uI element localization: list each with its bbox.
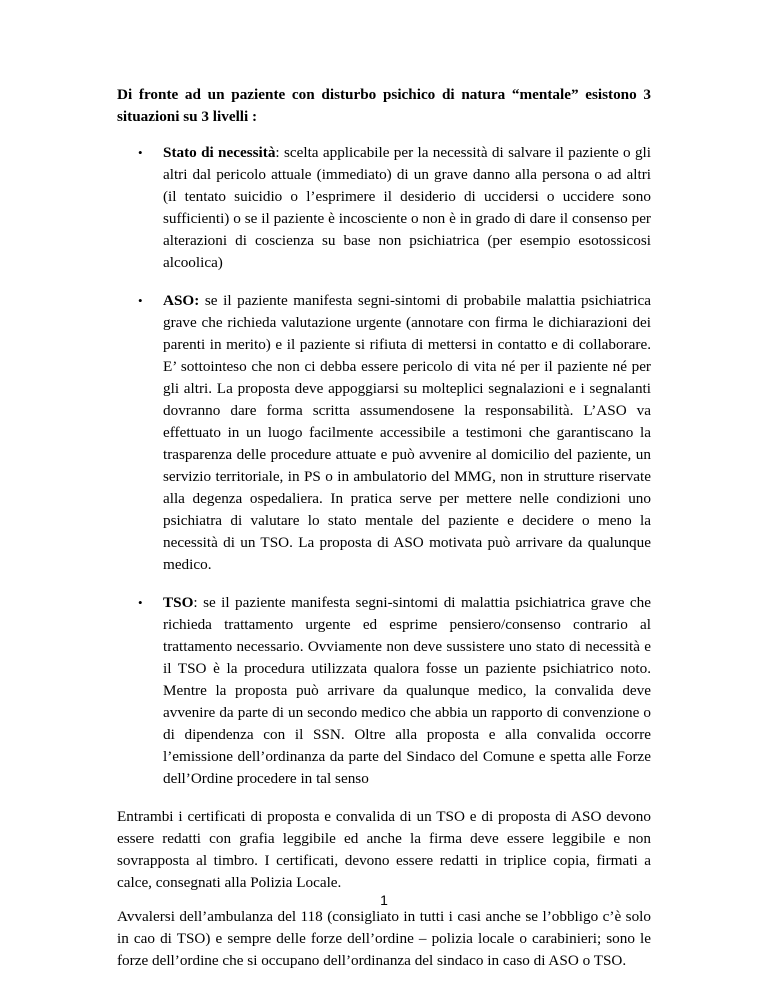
intro-heading: Di fronte ad un paziente con disturbo psichico di natura “mentale” esistono 3 situazioni su 3 livelli : xyxy=(117,86,651,125)
term-separator: : xyxy=(193,594,198,611)
list-item-aso xyxy=(117,290,651,576)
list-item-tso xyxy=(117,592,651,790)
page-number: 1 xyxy=(380,892,388,908)
item-text: se il paziente manifesta segni-sintomi di malattia psichiatrica grave che richieda trattamento urgente ed esprime pensiero/consenso contrario al trattamento necessario. Ovviamente non deve sussistere uno stato di necessità e il TSO è la procedura utilizzata qualora fosse un paziente psichiatrico noto. Mentre la proposta può arrivare da qualunque medico, la convalida deve avvenire da parte di un secondo medico che abbia un rapporto di convenzione o di dipendenza con il SSN. Oltre alla proposta e alla convalida occorre l’emissione dell’ordinanza da parte del Sindaco del Comune e spetta alle Forze dell’Ordine procedere in tal senso xyxy=(163,594,651,787)
term-stato-di-necessita: Stato di necessità xyxy=(163,144,276,161)
document-page xyxy=(117,84,651,984)
term-aso: ASO: xyxy=(163,292,200,309)
bullet-icon: • xyxy=(138,145,143,160)
list-item-stato-di-necessita xyxy=(117,142,651,274)
term-tso: TSO xyxy=(163,594,194,611)
levels-list xyxy=(117,142,651,790)
item-text: scelta applicabile per la necessità di salvare il paziente o gli altri dal pericolo attuale (immediato) di un grave danno alla persona o ad altri (il tentato suicidio o l’esprimere il desiderio di uccidersi o uccidere sono sufficienti) o se il paziente è incosciente o non è in grado di dare il consenso per alterazioni di coscienza su base non psichiatrica (per esempio esotossicosi alcoolica) xyxy=(163,144,651,271)
paragraph-ambulanza: Avvalersi dell’ambulanza del 118 (consigliato in tutti i casi anche se l’obbligo c’è solo in cao di TSO) e sempre delle forze dell’ordine – polizia locale o carabinieri; sono le forze dell’ordine che si occupano dell’ordinanza del sindaco in caso di ASO o TSO. xyxy=(117,908,651,969)
item-text: se il paziente manifesta segni-sintomi di probabile malattia psichiatrica grave che richieda valutazione urgente (annotare con firma le dichiarazioni dei parenti in merito) e il paziente si rifiuta di mettersi in contatto e di collaborare. E’ sottointeso che non ci debba essere pericolo di vita né per il paziente né per gli altri. La proposta deve appoggiarsi su molteplici segnalazioni e i segnalanti dovranno dare forma scritta assumendosene la responsabilità. L’ASO va effettuato in un luogo facilmente accessibile a testimoni che garantiscano la trasparenza delle procedure attuate e può avvenire al domicilio del paziente, un servizio territoriale, in PS o in ambulatorio del MMG, non in strutture riservate alla degenza ospedaliera. In pratica serve per mettere nelle condizioni uno psichiatra di valutare lo stato mentale del paziente e decidere o meno la necessità di un TSO. La proposta di ASO motivata può arrivare da qualunque medico. xyxy=(163,292,651,573)
paragraph-certificati: Entrambi i certificati di proposta e convalida di un TSO e di proposta di ASO devono essere redatti con grafia leggibile ed anche la firma deve essere leggibile e non sovrapposta al timbro. I certificati, devono essere redatti in triplice copia, firmati a calce, consegnati alla Polizia Locale. xyxy=(117,808,651,891)
bullet-icon: • xyxy=(138,595,143,610)
bullet-icon: • xyxy=(138,293,143,308)
term-separator: : xyxy=(275,144,280,161)
